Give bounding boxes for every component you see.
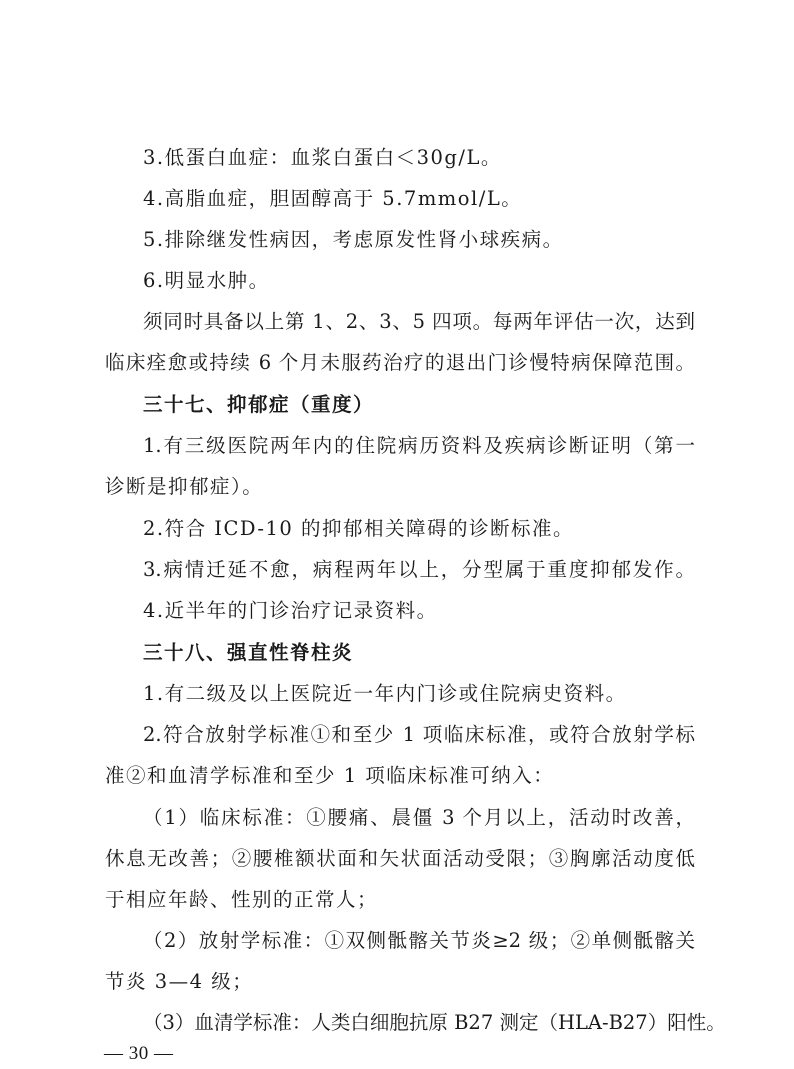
clinical-criteria-line-1: （1）临床标准：①腰痛、晨僵 3 个月以上，活动时改善， [143,806,695,829]
criterion-6-edema: 6.明显水肿。 [143,269,270,292]
section-heading-depression: 三十七、抑郁症（重度） [143,393,375,416]
depression-item-2: 2.符合 ICD-10 的抑郁相关障碍的诊断标准。 [143,517,575,540]
section-heading-ankylosing-spondylitis: 三十八、强直性脊柱炎 [143,641,354,664]
serology-criteria: （3）血清学标准：人类白细胞抗原 B27 测定（HLA-B27）阳性。 [143,1011,726,1034]
criterion-4-hyperlipidemia: 4.高脂血症，胆固醇高于 5.7mmol/L。 [143,187,523,210]
requirement-paragraph-line-1: 须同时具备以上第 1、2、3、5 四项。每两年评估一次，达到 [143,310,695,333]
as-item-1: 1.有二级及以上医院近一年内门诊或住院病史资料。 [143,682,627,705]
radiology-criteria-line-2: 节炎 3—4 级； [105,970,254,993]
as-item-2-line-1: 2.符合放射学标准①和至少 1 项临床标准，或符合放射学标 [143,723,695,746]
depression-item-1-line-2: 诊断是抑郁症）。 [105,475,264,498]
as-item-2-line-2: 准②和血清学标准和至少 1 项临床标准可纳入： [105,764,555,787]
depression-item-1-line-1: 1.有三级医院两年内的住院病历资料及疾病诊断证明（第一 [143,434,695,457]
clinical-criteria-line-2: 休息无改善；②腰椎额状面和矢状面活动受限；③胸廓活动度低 [105,847,695,870]
criterion-3-hypoalbuminemia: 3.低蛋白血症：血浆白蛋白＜30g/L。 [143,146,502,169]
radiology-criteria-line-1: （2）放射学标准：①双侧骶髂关节炎≥2 级；②单侧骶髂关 [143,929,695,952]
depression-item-3: 3.病情迁延不愈，病程两年以上，分型属于重度抑郁发作。 [143,558,695,581]
page-number: — 30 — [104,1043,174,1064]
criterion-5-exclude-secondary: 5.排除继发性病因，考虑原发性肾小球疾病。 [143,228,564,251]
depression-item-4: 4.近半年的门诊治疗记录资料。 [143,599,438,622]
clinical-criteria-line-3: 于相应年龄、性别的正常人； [105,888,379,911]
requirement-paragraph-line-2: 临床痊愈或持续 6 个月未服药治疗的退出门诊慢特病保障范围。 [105,351,695,374]
